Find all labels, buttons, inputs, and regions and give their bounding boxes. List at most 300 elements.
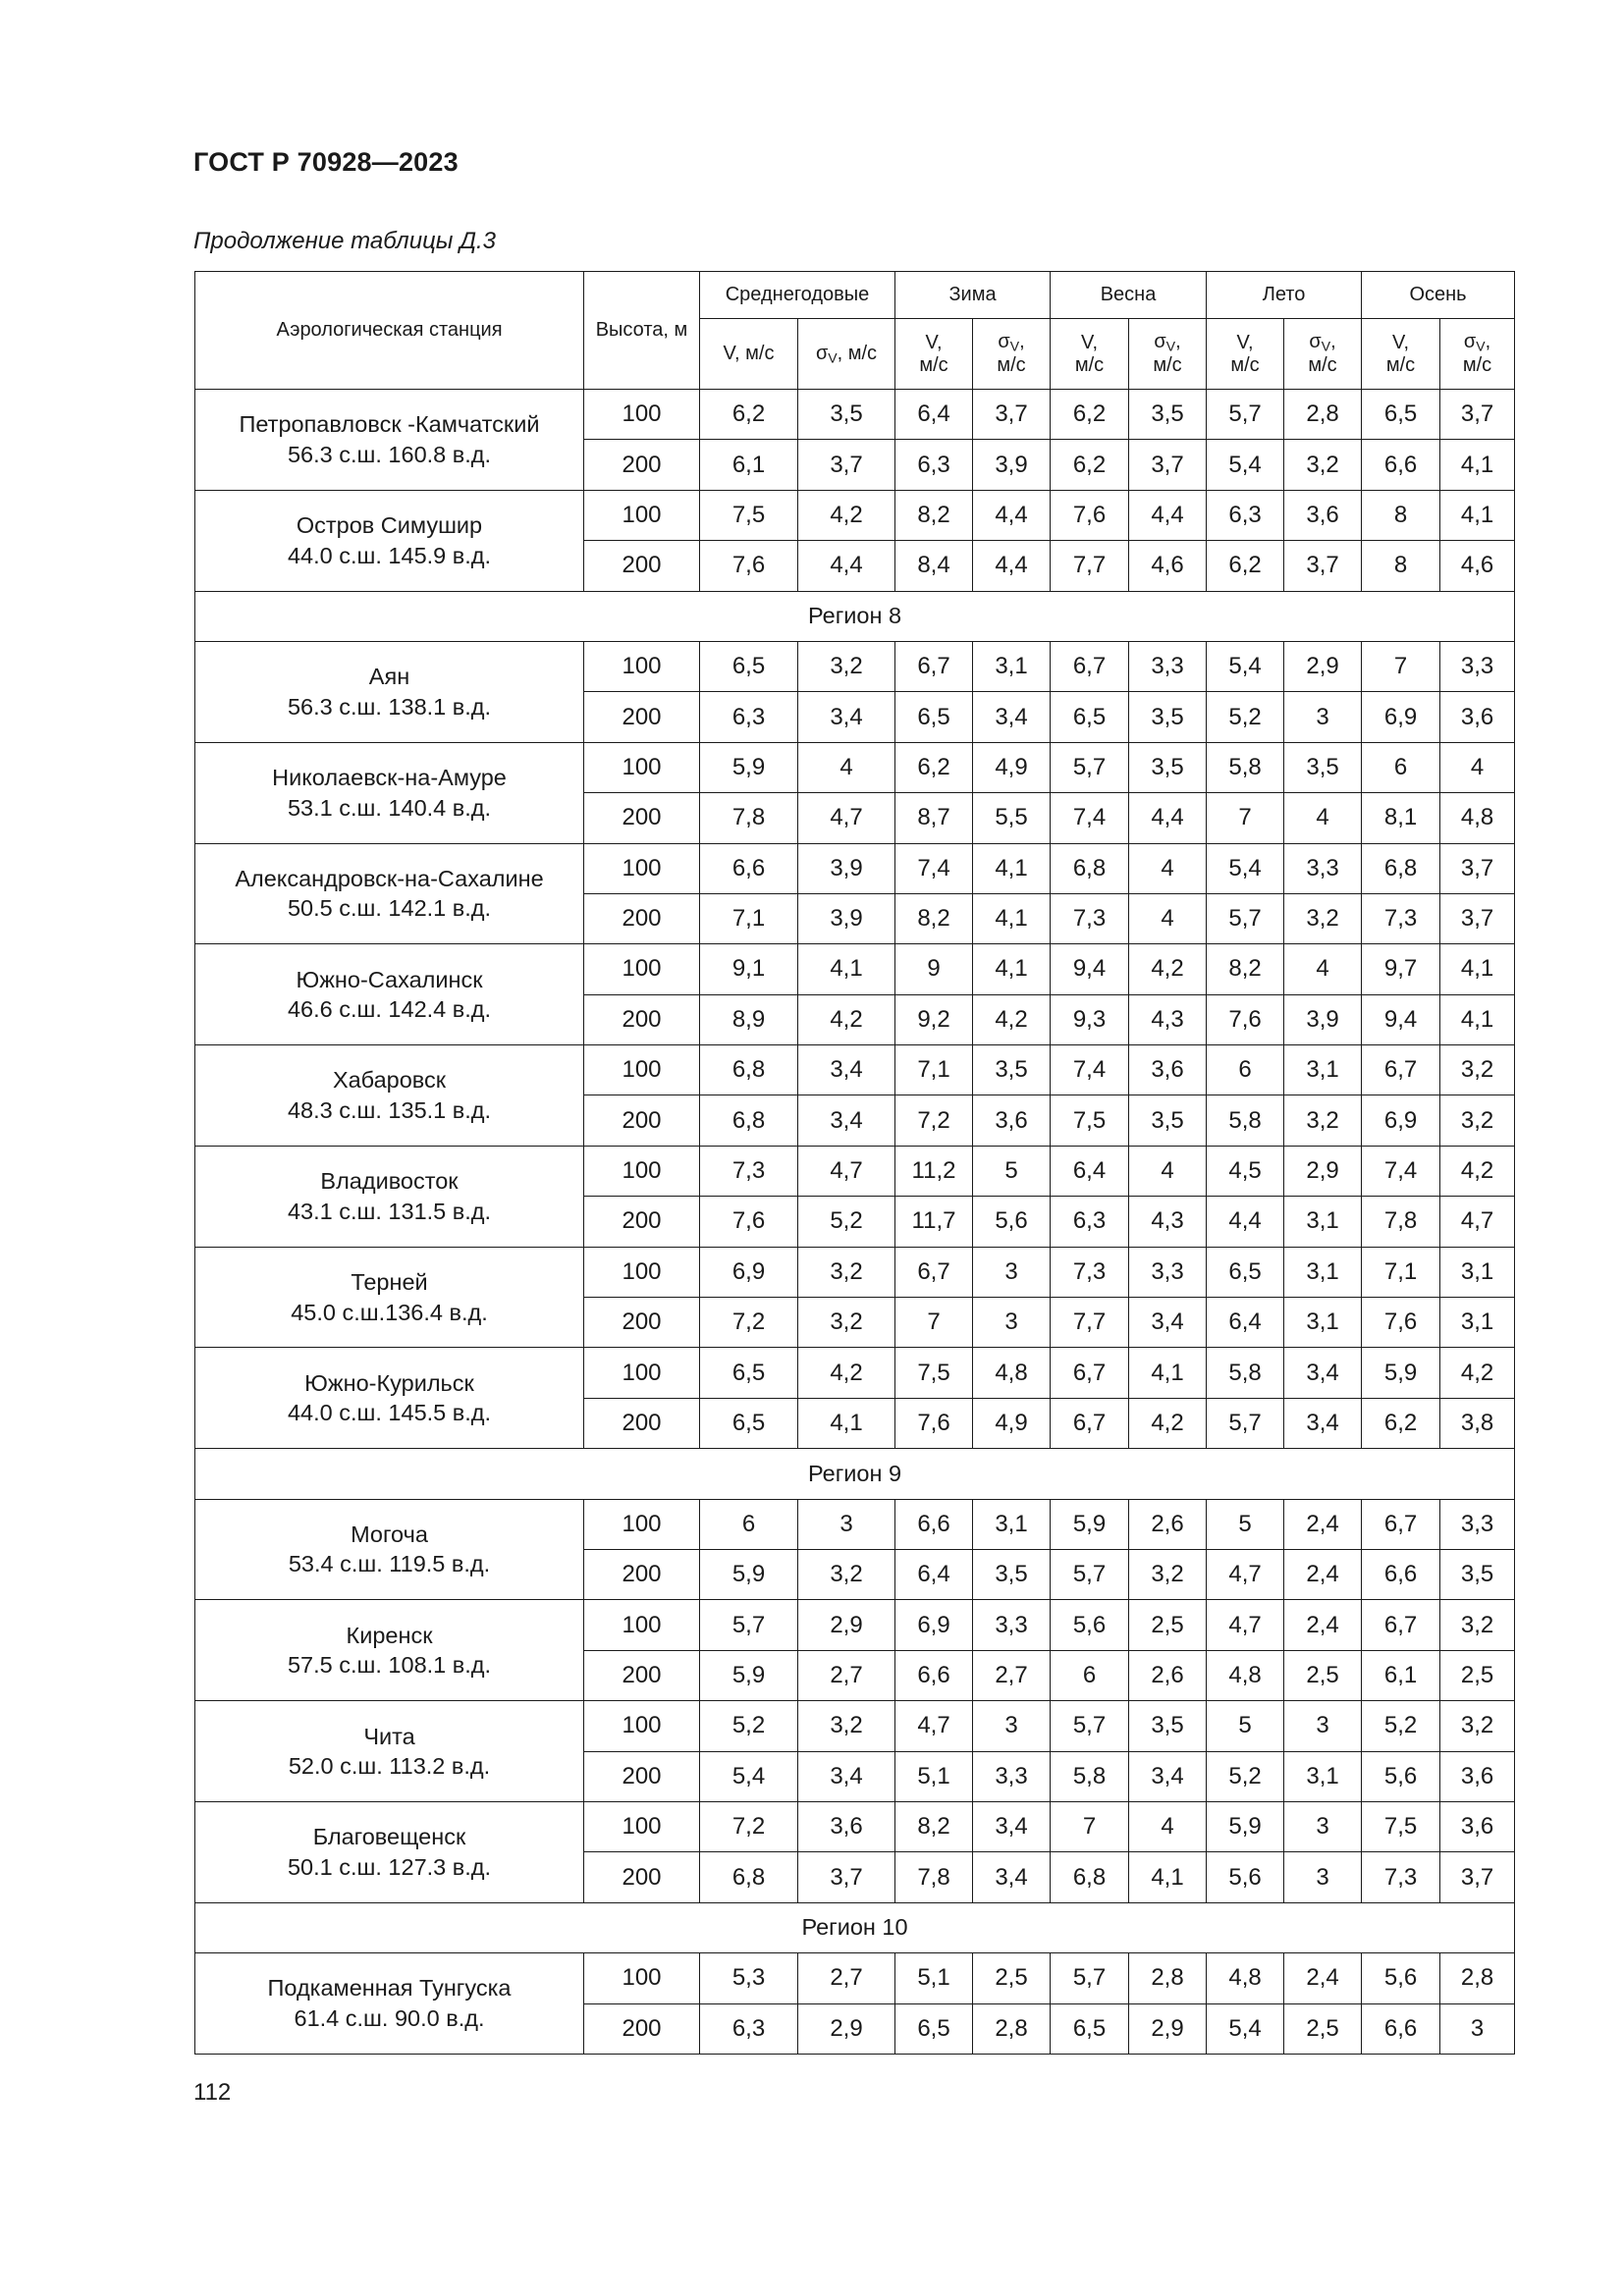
value-cell: 5	[1207, 1499, 1284, 1549]
table-row	[195, 490, 1515, 540]
value-cell: 7,6	[1051, 490, 1129, 540]
sigma-subscript: V	[1476, 338, 1486, 354]
subheader-unit: м/с	[1385, 353, 1416, 376]
value-cell: 9	[895, 944, 973, 994]
value-cell: 7,3	[1362, 1852, 1440, 1902]
value-cell: 3,8	[1440, 1398, 1515, 1448]
station-name: Александровск-на-Сахалине	[235, 865, 544, 891]
value-cell: 3	[973, 1298, 1051, 1348]
value-cell: 5,6	[1051, 1600, 1129, 1650]
value-cell: 4,2	[1440, 1146, 1515, 1196]
value-cell: 7,4	[895, 843, 973, 893]
height-cell: 100	[584, 1247, 700, 1297]
value-cell: 6,6	[895, 1650, 973, 1700]
value-cell: 3	[1284, 1852, 1362, 1902]
subheader-sigma	[1440, 319, 1515, 390]
value-cell: 7,2	[895, 1095, 973, 1146]
value-cell: 7,1	[700, 893, 798, 943]
value-cell: 2,6	[1129, 1499, 1207, 1549]
value-cell: 7,6	[700, 541, 798, 591]
value-cell: 2,5	[1129, 1600, 1207, 1650]
sigma-symbol: σ	[1154, 331, 1166, 353]
value-cell: 3,1	[973, 1499, 1051, 1549]
value-cell: 7,6	[700, 1197, 798, 1247]
height-cell: 200	[584, 440, 700, 490]
value-cell: 7	[1207, 793, 1284, 843]
height-cell: 100	[584, 1801, 700, 1851]
height-cell: 200	[584, 994, 700, 1044]
value-cell: 7,5	[700, 490, 798, 540]
value-cell: 7,3	[1362, 893, 1440, 943]
value-cell: 6,4	[1207, 1298, 1284, 1348]
value-cell: 3,2	[1284, 440, 1362, 490]
value-cell: 3,1	[1284, 1751, 1362, 1801]
value-cell: 4,7	[798, 1146, 895, 1196]
value-cell: 2,7	[798, 1953, 895, 2003]
value-cell: 4	[1129, 893, 1207, 943]
value-cell: 6,3	[895, 440, 973, 490]
value-cell: 3,6	[1440, 1801, 1515, 1851]
value-cell: 4,5	[1207, 1146, 1284, 1196]
value-cell: 3,7	[1440, 390, 1515, 440]
value-cell: 6,6	[1362, 1549, 1440, 1599]
height-cell: 200	[584, 893, 700, 943]
value-cell: 4,4	[798, 541, 895, 591]
value-cell: 3,1	[1284, 1298, 1362, 1348]
value-cell: 7	[895, 1298, 973, 1348]
value-cell: 5,6	[1362, 1953, 1440, 2003]
value-cell: 6,3	[700, 2003, 798, 2054]
value-cell: 5,6	[1362, 1751, 1440, 1801]
sigma-subscript: V	[828, 349, 838, 366]
height-cell: 200	[584, 1751, 700, 1801]
value-cell: 4	[1129, 1146, 1207, 1196]
value-cell: 2,8	[1440, 1953, 1515, 2003]
value-cell: 8	[1362, 541, 1440, 591]
station-name: Южно-Курильск	[304, 1369, 474, 1396]
value-cell: 5,7	[1207, 1398, 1284, 1448]
value-cell: 2,9	[798, 1600, 895, 1650]
sigma-subscript: V	[1321, 338, 1331, 354]
value-cell: 5,8	[1051, 1751, 1129, 1801]
value-cell: 3,4	[973, 1801, 1051, 1851]
header-group-summer: Лето	[1207, 272, 1362, 319]
value-cell: 6,7	[895, 641, 973, 691]
value-cell: 4,4	[973, 541, 1051, 591]
subheader-unit: м/с	[997, 353, 1026, 376]
value-cell: 5,7	[1051, 1549, 1129, 1599]
value-cell: 3,5	[973, 1045, 1051, 1095]
value-cell: 4,2	[798, 994, 895, 1044]
value-cell: 3,7	[798, 440, 895, 490]
region-label: Регион 9	[195, 1449, 1515, 1499]
value-cell: 5,8	[1207, 1095, 1284, 1146]
subheader-unit: м/с	[1153, 353, 1182, 376]
value-cell: 3,5	[1129, 692, 1207, 742]
value-cell: 5,7	[700, 1600, 798, 1650]
value-cell: 3,2	[798, 1298, 895, 1348]
subheader-unit: м/с	[1074, 353, 1105, 376]
station-coords: 46.6 с.ш. 142.4 в.д.	[287, 996, 492, 1023]
station-cell	[195, 843, 584, 944]
table-row	[195, 1247, 1515, 1297]
height-cell: 200	[584, 1197, 700, 1247]
value-cell: 6,8	[1051, 1852, 1129, 1902]
value-cell: 3	[798, 1499, 895, 1549]
value-cell: 4,7	[1207, 1600, 1284, 1650]
height-cell: 200	[584, 793, 700, 843]
table-row	[195, 1701, 1515, 1751]
value-cell: 5,9	[1207, 1801, 1284, 1851]
height-cell: 100	[584, 1600, 700, 1650]
value-cell: 6,4	[895, 390, 973, 440]
station-name: Остров Симушир	[296, 512, 483, 539]
value-cell: 3,2	[1129, 1549, 1207, 1599]
value-cell: 3,4	[973, 1852, 1051, 1902]
value-cell: 4,1	[1440, 440, 1515, 490]
station-cell	[195, 390, 584, 491]
station-name: Петропавловск -Камчатский	[239, 411, 540, 438]
value-cell: 7,4	[1051, 1045, 1129, 1095]
value-cell: 2,9	[798, 2003, 895, 2054]
value-cell: 3,6	[1284, 490, 1362, 540]
value-cell: 2,4	[1284, 1953, 1362, 2003]
subheader-unit: м/с	[1230, 353, 1260, 376]
value-cell: 4,8	[973, 1348, 1051, 1398]
value-cell: 4,8	[1207, 1953, 1284, 2003]
station-coords: 61.4 с.ш. 90.0 в.д.	[294, 2005, 485, 2031]
value-cell: 6,2	[1362, 1398, 1440, 1448]
subheader-sigma	[973, 319, 1051, 390]
value-cell: 3,5	[798, 390, 895, 440]
value-cell: 7,5	[895, 1348, 973, 1398]
value-cell: 2,4	[1284, 1499, 1362, 1549]
value-cell: 3,9	[973, 440, 1051, 490]
subheader-sigma	[798, 319, 895, 390]
value-cell: 7,6	[895, 1398, 973, 1448]
document-code: ГОСТ Р 70928—2023	[193, 147, 459, 177]
subheader-comma: ,	[1330, 331, 1336, 353]
sigma-symbol: σ	[1309, 331, 1322, 353]
value-cell: 2,8	[1284, 390, 1362, 440]
value-cell: 4,1	[1440, 490, 1515, 540]
height-cell: 200	[584, 1398, 700, 1448]
header-group-annual: Среднегодовые	[700, 272, 895, 319]
value-cell: 5,7	[1051, 1953, 1129, 2003]
height-cell: 200	[584, 541, 700, 591]
station-cell	[195, 1499, 584, 1600]
header-station: Аэрологическая станция	[195, 272, 584, 390]
value-cell: 3,1	[1440, 1298, 1515, 1348]
value-cell: 4	[1129, 843, 1207, 893]
value-cell: 6,5	[895, 2003, 973, 2054]
value-cell: 6,7	[1051, 641, 1129, 691]
value-cell: 7,1	[1362, 1247, 1440, 1297]
value-cell: 4,7	[1440, 1197, 1515, 1247]
height-cell: 100	[584, 843, 700, 893]
table-body	[195, 390, 1515, 2055]
value-cell: 7,6	[1207, 994, 1284, 1044]
station-cell	[195, 1701, 584, 1802]
value-cell: 6,8	[700, 1852, 798, 1902]
value-cell: 7,8	[1362, 1197, 1440, 1247]
sigma-subscript: V	[1009, 338, 1020, 354]
region-row	[195, 1449, 1515, 1499]
value-cell: 3,4	[798, 692, 895, 742]
station-coords: 53.4 с.ш. 119.5 в.д.	[288, 1551, 491, 1577]
station-cell	[195, 1045, 584, 1147]
height-cell: 100	[584, 390, 700, 440]
value-cell: 4,6	[1440, 541, 1515, 591]
value-cell: 3,2	[1440, 1600, 1515, 1650]
value-cell: 4,2	[1440, 1348, 1515, 1398]
value-cell: 3,1	[1284, 1045, 1362, 1095]
station-name: Киренск	[346, 1622, 433, 1648]
value-cell: 6,7	[1362, 1600, 1440, 1650]
station-coords: 53.1 с.ш. 140.4 в.д.	[287, 794, 492, 821]
height-cell: 100	[584, 742, 700, 792]
table-row	[195, 944, 1515, 994]
value-cell: 8,2	[1207, 944, 1284, 994]
value-cell: 3,9	[798, 893, 895, 943]
height-cell: 200	[584, 692, 700, 742]
station-coords: 57.5 с.ш. 108.1 в.д.	[287, 1652, 492, 1679]
value-cell: 7,8	[700, 793, 798, 843]
value-cell: 3,3	[1440, 1499, 1515, 1549]
value-cell: 9,7	[1362, 944, 1440, 994]
value-cell: 4,1	[1129, 1852, 1207, 1902]
value-cell: 5,2	[798, 1197, 895, 1247]
value-cell: 7,4	[1362, 1146, 1440, 1196]
value-cell: 4,4	[1207, 1197, 1284, 1247]
value-cell: 3,7	[1129, 440, 1207, 490]
height-cell: 100	[584, 1953, 700, 2003]
value-cell: 5,2	[1362, 1701, 1440, 1751]
value-cell: 5,2	[1207, 1751, 1284, 1801]
height-cell: 200	[584, 1298, 700, 1348]
value-cell: 3,9	[1284, 994, 1362, 1044]
value-cell: 5,3	[700, 1953, 798, 2003]
value-cell: 3,7	[798, 1852, 895, 1902]
value-cell: 4,2	[1129, 1398, 1207, 1448]
value-cell: 9,3	[1051, 994, 1129, 1044]
value-cell: 6,9	[895, 1600, 973, 1650]
value-cell: 6,8	[1051, 843, 1129, 893]
value-cell: 4,4	[1129, 490, 1207, 540]
station-name: Николаевск-на-Амуре	[272, 765, 507, 791]
value-cell: 4,1	[1440, 994, 1515, 1044]
value-cell: 3,4	[1129, 1751, 1207, 1801]
station-coords: 52.0 с.ш. 113.2 в.д.	[288, 1753, 491, 1780]
value-cell: 4,6	[1129, 541, 1207, 591]
value-cell: 8,9	[700, 994, 798, 1044]
value-cell: 3,6	[1129, 1045, 1207, 1095]
table-row	[195, 641, 1515, 691]
value-cell: 3,5	[1129, 742, 1207, 792]
value-cell: 3,4	[798, 1095, 895, 1146]
value-cell: 3,6	[973, 1095, 1051, 1146]
value-cell: 2,4	[1284, 1600, 1362, 1650]
height-cell: 100	[584, 944, 700, 994]
value-cell: 6,7	[1051, 1348, 1129, 1398]
value-cell: 4,9	[973, 742, 1051, 792]
value-cell: 7	[1051, 1801, 1129, 1851]
value-cell: 3,5	[1440, 1549, 1515, 1599]
value-cell: 6,9	[700, 1247, 798, 1297]
height-cell: 100	[584, 1045, 700, 1095]
value-cell: 5,4	[1207, 440, 1284, 490]
value-cell: 4,2	[798, 490, 895, 540]
value-cell: 4,1	[1440, 944, 1515, 994]
table-row	[195, 1499, 1515, 1549]
height-cell: 100	[584, 1499, 700, 1549]
sigma-symbol: σ	[1463, 331, 1477, 353]
value-cell: 5,4	[1207, 641, 1284, 691]
value-cell: 4,2	[798, 1348, 895, 1398]
header-height: Высота, м	[584, 272, 700, 390]
value-cell: 7,3	[1051, 893, 1129, 943]
height-cell: 200	[584, 1549, 700, 1599]
sigma-subscript: V	[1165, 338, 1176, 354]
value-cell: 8,1	[1362, 793, 1440, 843]
value-cell: 3,3	[1440, 641, 1515, 691]
value-cell: 3,6	[1440, 1751, 1515, 1801]
value-cell: 8,4	[895, 541, 973, 591]
wind-stats-table	[194, 271, 1515, 2055]
value-cell: 3,1	[1440, 1247, 1515, 1297]
table-row	[195, 843, 1515, 893]
value-cell: 2,5	[973, 1953, 1051, 2003]
value-cell: 2,4	[1284, 1549, 1362, 1599]
table-row	[195, 1801, 1515, 1851]
value-cell: 7,1	[895, 1045, 973, 1095]
value-cell: 6,5	[700, 1398, 798, 1448]
value-cell: 6	[1362, 742, 1440, 792]
value-cell: 3	[1440, 2003, 1515, 2054]
table-row	[195, 742, 1515, 792]
value-cell: 5,8	[1207, 1348, 1284, 1398]
station-name: Владивосток	[320, 1168, 459, 1195]
value-cell: 3,1	[973, 641, 1051, 691]
value-cell: 5,9	[700, 1650, 798, 1700]
value-cell: 3,3	[1129, 1247, 1207, 1297]
value-cell: 6	[700, 1499, 798, 1549]
value-cell: 3	[973, 1701, 1051, 1751]
value-cell: 3,6	[1440, 692, 1515, 742]
value-cell: 5,6	[973, 1197, 1051, 1247]
value-cell: 4	[798, 742, 895, 792]
value-cell: 5,4	[1207, 2003, 1284, 2054]
subheader-v-label: V,	[1080, 331, 1099, 353]
value-cell: 11,7	[895, 1197, 973, 1247]
value-cell: 3,9	[798, 843, 895, 893]
subheader-v	[700, 319, 798, 390]
value-cell: 4,4	[1129, 793, 1207, 843]
value-cell: 5,7	[1051, 742, 1129, 792]
value-cell: 2,5	[1284, 2003, 1362, 2054]
value-cell: 5	[973, 1146, 1051, 1196]
subheader-v	[895, 319, 973, 390]
value-cell: 3,3	[973, 1600, 1051, 1650]
value-cell: 6,7	[1051, 1398, 1129, 1448]
subheader-sigma	[1129, 319, 1207, 390]
value-cell: 9,4	[1362, 994, 1440, 1044]
value-cell: 4,1	[973, 893, 1051, 943]
value-cell: 2,7	[798, 1650, 895, 1700]
value-cell: 7,5	[1362, 1801, 1440, 1851]
value-cell: 6,8	[1362, 843, 1440, 893]
height-cell: 100	[584, 641, 700, 691]
table-row	[195, 390, 1515, 440]
value-cell: 5,9	[1362, 1348, 1440, 1398]
value-cell: 5,9	[700, 1549, 798, 1599]
value-cell: 5,4	[1207, 843, 1284, 893]
subheader-sigma	[1284, 319, 1362, 390]
subheader-unit: м/с	[919, 353, 948, 376]
station-name: Чита	[363, 1723, 415, 1749]
subheader-comma: ,	[1019, 331, 1025, 353]
table-row	[195, 1953, 1515, 2003]
value-cell: 3,4	[1284, 1348, 1362, 1398]
station-name: Южно-Сахалинск	[296, 966, 483, 992]
station-cell	[195, 1953, 584, 2055]
value-cell: 11,2	[895, 1146, 973, 1196]
page-number: 112	[193, 2079, 232, 2106]
value-cell: 9,2	[895, 994, 973, 1044]
value-cell: 3,2	[1440, 1701, 1515, 1751]
value-cell: 4,1	[973, 944, 1051, 994]
table-row	[195, 1348, 1515, 1398]
value-cell: 6,6	[700, 843, 798, 893]
height-cell: 100	[584, 1146, 700, 1196]
value-cell: 8,2	[895, 490, 973, 540]
value-cell: 3,4	[1284, 1398, 1362, 1448]
value-cell: 4,7	[798, 793, 895, 843]
value-cell: 2,5	[1284, 1650, 1362, 1700]
value-cell: 4,9	[973, 1398, 1051, 1448]
value-cell: 6,7	[895, 1247, 973, 1297]
value-cell: 6,3	[1051, 1197, 1129, 1247]
value-cell: 3,7	[1440, 893, 1515, 943]
value-cell: 6,3	[1207, 490, 1284, 540]
table-caption: Продолжение таблицы Д.3	[193, 228, 497, 254]
height-cell: 200	[584, 1852, 700, 1902]
station-name: Хабаровск	[332, 1067, 447, 1094]
subheader-v	[1362, 319, 1440, 390]
height-cell: 200	[584, 1095, 700, 1146]
value-cell: 2,8	[973, 2003, 1051, 2054]
station-name: Аян	[368, 664, 410, 690]
value-cell: 6,4	[1051, 1146, 1129, 1196]
header-group-autumn: Осень	[1362, 272, 1515, 319]
value-cell: 3,3	[1129, 641, 1207, 691]
value-cell: 3,5	[973, 1549, 1051, 1599]
value-cell: 7,6	[1362, 1298, 1440, 1348]
value-cell: 3,1	[1284, 1247, 1362, 1297]
value-cell: 7,2	[700, 1298, 798, 1348]
region-label: Регион 8	[195, 591, 1515, 641]
station-coords: 45.0 с.ш.136.4 в.д.	[291, 1299, 488, 1325]
value-cell: 3	[1284, 1701, 1362, 1751]
value-cell: 4,1	[1129, 1348, 1207, 1398]
value-cell: 3,4	[798, 1045, 895, 1095]
value-cell: 3,5	[1129, 390, 1207, 440]
value-cell: 5,9	[1051, 1499, 1129, 1549]
station-cell	[195, 1348, 584, 1449]
value-cell: 4	[1284, 944, 1362, 994]
value-cell: 4,3	[1129, 1197, 1207, 1247]
value-cell: 6,2	[1051, 440, 1129, 490]
